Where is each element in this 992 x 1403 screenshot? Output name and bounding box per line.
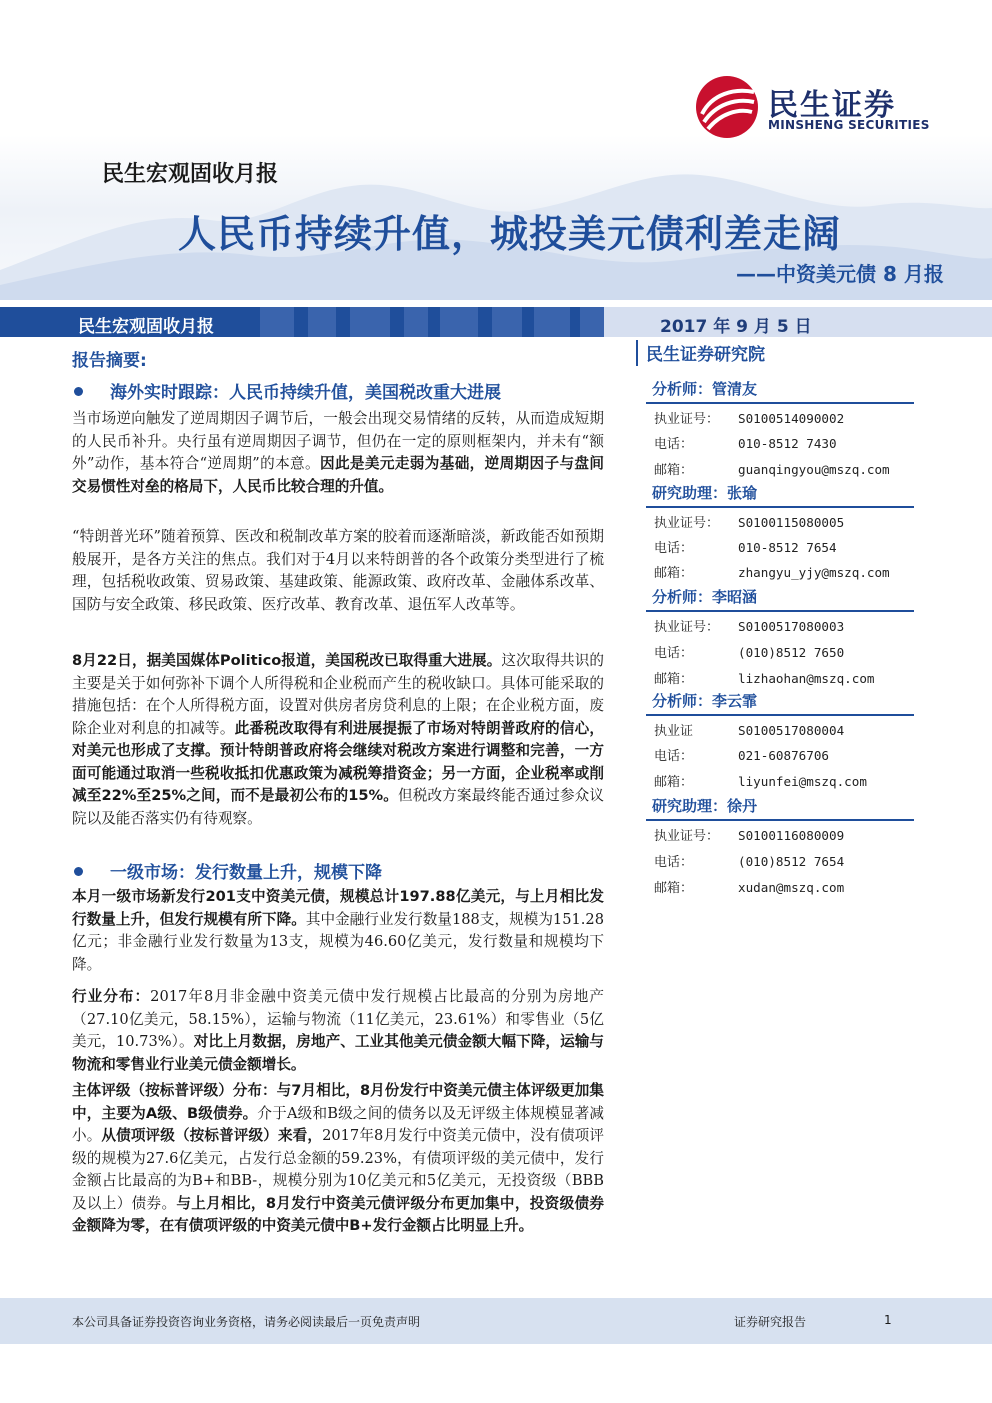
report-date: 2017 年 9 月 5 日 (660, 317, 812, 337)
page-title: 人民币持续升值，城投美元债利差走阔 (178, 212, 842, 256)
paragraph-3: 8月22日，据美国媒体Politico报道，美国税改已取得重大进展。这次取得共识的主要是关于如何弥补下调个人所得税和企业税而产生的税收缺口。具体可能采取的措施包括：在个人所得税方面，设置对供房者房贷利息的上限；在企业税方面，废除企业对利息的扣减等。此番税改取得有利进展提振了市场对特朗普政府的信心，对美元也形成了支撑。预计特朗普政府将会继续对税改方案进行调整和完善，一方面可能通过取消一些税收抵扣优惠政策为减税筹措资金；另一方面，企业税率或削减至22%至25%之间，而不是最初公布的15%。但税改方案最终能否通过参众议院以及能否落实仍有待观察。 (72, 652, 604, 827)
brand-logo-icon (694, 74, 760, 140)
paragraph-6: 主体评级（按标普评级）分布：与7月相比，8月份发行中资美元债主体评级更加集中，主要为A级、B级债券。介于A级和B级之间的债务以及无评级主体规模显著减小。从债项评级（按标普评级）来看，2017年8月发行中资美元债中，没有债项评级的规模为27.6亿美元，占发行总金额的59.23%，有债项评级的美元债中，发行金额占比最高的为B+和BB-，规模分别为10亿美元和5亿美元，无投资级（BBB及以上）债券。与上月相比，8月发行中资美元债评级分布更加集中，投资级债券金额降为零，在有债项评级的中资美元债中B+发行金额占比明显上升。 (72, 1082, 605, 1234)
email-row[interactable]: 邮箱： liyunfei@mszq.com (654, 774, 867, 790)
bullet-overseas (72, 378, 604, 406)
brand-name-cn: 民生证券 (768, 88, 896, 123)
bullet-primary-market (72, 858, 604, 886)
analyst-name: 研究助理：徐丹 (652, 797, 758, 815)
brand-name-en: MINSHENG SECURITIES (768, 118, 930, 132)
abstract-heading: 报告摘要: (72, 351, 147, 371)
analyst-card (646, 586, 914, 686)
analyst-rule (646, 714, 914, 716)
paragraph-1: 当市场逆向触发了逆周期因子调节后，一般会出现交易情绪的反转，从而造成短期的人民币补升。央行虽有逆周期因子调节，但仍在一定的原则框架内，并未有“额外”动作，基本符合“逆周期”的本意。因此是美元走弱为基础，逆周期因子与盘间交易惯性对垒的格局下，人民币比较合理的升值。 (72, 410, 604, 495)
license-row: 执业证 S0100517080004 (654, 723, 845, 739)
page-subtitle: ——中资美元债 8 月报 (736, 262, 944, 286)
email-row[interactable]: 邮箱： zhangyu_yjy@mszq.com (654, 565, 890, 581)
analyst-card (646, 378, 914, 478)
bullet-dot-icon (74, 387, 83, 396)
analyst-name: 分析师：管清友 (652, 380, 758, 398)
footer-doc-type: 证券研究报告 (734, 1315, 807, 1329)
bullet-heading: 一级市场：发行数量上升，规模下降 (110, 863, 382, 883)
analyst-name: 研究助理：张瑜 (652, 484, 758, 502)
paragraph-4: 本月一级市场新发行201支中资美元债，规模总计197.88亿美元，与上月相比发行数量上升，但发行规模有所下降。其中金融行业发行数量188支，规模为151.28亿元；非金融行业发行数量为13支，规模为46.60亿美元，发行数量和规模均下降。 (72, 888, 604, 973)
analyst-name: 分析师：李昭涵 (652, 588, 758, 606)
footer-disclaimer: 本公司具备证券投资咨询业务资格，请务必阅读最后一页免责声明 (72, 1315, 421, 1329)
analyst-rule (646, 610, 914, 612)
analyst-card (646, 795, 914, 895)
license-row: 执业证号： S0100115080005 (654, 515, 845, 531)
analyst-card (646, 482, 914, 582)
analyst-rule (646, 819, 914, 821)
phone-row: 电话： 021-60876706 (654, 748, 829, 764)
phone-row: 电话： 010-8512 7654 (654, 540, 837, 556)
analyst-name: 分析师：李云霏 (652, 692, 758, 710)
license-row: 执业证号： S0100116080009 (654, 828, 845, 844)
analyst-card (646, 690, 914, 790)
email-row[interactable]: 邮箱： xudan@mszq.com (654, 880, 845, 896)
report-series: 民生宏观固收月报 (102, 161, 279, 187)
phone-row: 电话： 010-8512 7430 (654, 436, 837, 452)
paragraph-2: “特朗普光环”随着预算、医改和税制改革方案的胶着而逐渐暗淡，新政能否如预期般展开，是各方关注的焦点。我们对于4月以来特朗普的各个政策分类型进行了梳理，包括税收政策、贸易政策、基建政策、能源政策、政府改革、金融体系改革、国防与安全政策、移民政策、医疗改革、教育改革、退伍军人改革等。 (72, 528, 604, 613)
bullet-dot-icon (74, 867, 83, 876)
analyst-rule (646, 402, 914, 404)
bar-series-label: 民生宏观固收月报 (78, 317, 214, 337)
institute-name: 民生证券研究院 (646, 345, 765, 365)
email-row[interactable]: 邮箱： lizhaohan@mszq.com (654, 671, 875, 687)
phone-row: 电话： (010)8512 7654 (654, 854, 845, 870)
phone-row: 电话： (010)8512 7650 (654, 645, 845, 661)
title-bar-pattern (250, 307, 604, 337)
institute-divider (636, 340, 638, 366)
bullet-heading: 海外实时跟踪：人民币持续升值，美国税改重大进展 (110, 383, 501, 403)
license-row: 执业证号： S0100514090002 (654, 411, 845, 427)
license-row: 执业证号： S0100517080003 (654, 619, 845, 635)
email-row[interactable]: 邮箱： guanqingyou@mszq.com (654, 462, 890, 478)
analyst-rule (646, 506, 914, 508)
paragraph-5: 行业分布：2017年8月非金融中资美元债中发行规模占比最高的分别为房地产（27.10亿美元，58.15%），运输与物流（11亿美元，23.61%）和零售业（5亿美元，10.73%）。对比上月数据，房地产、工业其他美元债金额大幅下降，运输与物流和零售业行业美元债金额增长。 (72, 988, 604, 1073)
page-number: 1 (884, 1313, 892, 1327)
